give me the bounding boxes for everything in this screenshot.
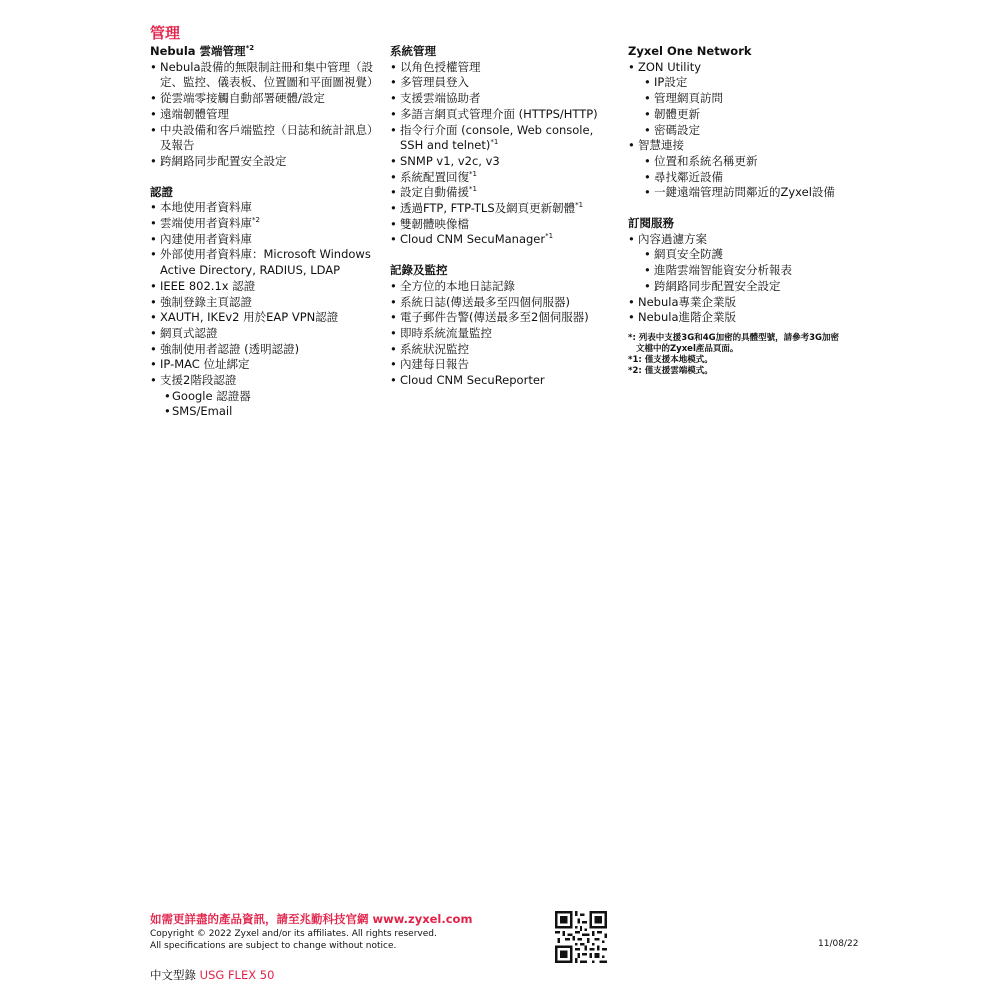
sub-list-item: • 跨網路同步配置安全設定 [628,279,858,295]
list-item: • 本地使用者資料庫 [150,200,375,216]
sub-bullet-list [628,154,858,201]
section-title: 系統管理 [390,44,436,58]
footnote: *2: 僅支援雲端模式。 [628,365,713,376]
list-item: • 雲端使用者資料庫$^{*2}$ [150,216,375,232]
copyright-line: All specifications are subject to change without notice. [150,941,397,951]
list-item: • ZON Utility • IP設定 • 管理網頁訪問 • 韌體更新 • 密碼設定 [628,60,858,139]
sub-list-item: • 一鍵遠端管理訪問鄰近的Zyxel設備 [628,185,858,201]
catalog-prefix: 中文型錄 [150,968,196,982]
section-title: 記錄及監控 [390,263,448,278]
bullet-list [390,60,615,248]
sub-list-item: • 管理網頁訪問 [628,91,858,107]
list-item: • 系統配置回復$^{*1}$ [390,170,615,186]
sub-bullet-list [150,389,375,420]
sub-list-item: • 進階雲端智能資安分析報表 [628,263,858,279]
sub-list-item: • 尋找鄰近設備 [628,170,858,186]
list-item: • 多語言網頁式管理介面 (HTTPS/HTTP) [390,107,615,123]
section-logging-monitoring [390,263,615,389]
list-item: • 從雲端零接觸自動部署硬體/設定 [150,91,375,107]
list-item: • 系統日誌(傳送最多至四個伺服器) [390,295,615,311]
sub-list-item: • IP設定 [628,75,858,91]
copyright-line: Copyright © 2022 Zyxel and/or its affiliates. All rights reserved. [150,929,437,939]
bullet-list [150,59,379,170]
list-item: • Nebula專業企業版 [628,295,858,311]
list-item: • 透過FTP, FTP-TLS及網頁更新韌體$^{*1}$ [390,201,615,217]
list-item: • 外部使用者資料庫：Microsoft Windows Active Directory, RADIUS, LDAP [150,247,375,278]
sub-list-item: • Google 認證器 [150,389,375,405]
list-item: • Nebula設備的無限制註冊和集中管理（設定、監控、儀表板、位置圖和平面圖視覺） [150,60,375,91]
sub-list-item: • 網頁安全防護 [628,247,858,263]
list-item: • 全方位的本地日誌記錄 [390,279,615,295]
sub-list-item: • 韌體更新 [628,107,858,123]
footnotes [628,333,858,377]
list-item: • 內容過濾方案 • 網頁安全防護 • 進階雲端智能資安分析報表 • 跨網路同步配置安全設定 [628,232,858,295]
section-title: Nebula 雲端管理$^{*2}$ [150,44,255,58]
list-item: • 支援雲端協助者 [390,91,615,107]
column-system [390,44,615,404]
list-item: • XAUTH, IKEv2 用於EAP VPN認證 [150,310,375,326]
list-item: • Nebula進階企業版 [628,310,858,326]
list-item: • 智慧連接 • 位置和系統名稱更新 • 尋找鄰近設備 • 一鍵遠端管理訪問鄰近的Zyxel設備 [628,138,858,201]
list-item: • 電子郵件告警(傳送最多至2個伺服器) [390,310,615,326]
list-item: • 網頁式認證 [150,326,375,342]
list-item: • 系統狀況監控 [390,342,615,358]
section-system-management [390,44,615,248]
column-network-subscription [628,44,858,377]
list-item: • 即時系統流量監控 [390,326,615,342]
list-item: • 遠端韌體管理 [150,107,375,123]
bullet-list [150,200,375,388]
list-item: • 跨網路同步配置安全設定 [150,154,375,170]
list-item: • 雙韌體映像檔 [390,217,615,233]
bullet-list [390,279,615,389]
section-zyxel-one-network [628,44,858,201]
list-item: • IEEE 802.1x 認證 [150,279,375,295]
section-nebula [150,44,379,170]
list-item: • 內建使用者資料庫 [150,232,375,248]
section-title: Zyxel One Network [628,44,752,58]
list-item: • 以角色授權管理 [390,60,615,76]
list-item: • 設定自動備援$^{*1}$ [390,185,615,201]
footnote: 文檔中的Zyxel產品頁面。 [636,343,739,354]
column-management [150,44,379,435]
list-item: • Cloud CNM SecuReporter [390,373,615,389]
bullet-list [628,232,858,326]
section-title: 認證 [150,184,173,199]
bullet-list [628,60,858,201]
sub-list-item: • 位置和系統名稱更新 [628,154,858,170]
sub-bullet-list [628,75,858,138]
footnote: *: 列表中支援3G和4G加密的具體型號，請參考3G加密 [628,332,839,343]
section-title: 訂閱服務 [628,216,674,231]
list-item: • 中央設備和客戶端監控（日誌和統計訊息）及報告 [150,123,375,154]
sub-list-item: • SMS/Email [150,404,375,420]
page-title: 管理 [150,24,181,42]
copyright [150,928,437,952]
model-name: USG FLEX 50 [199,968,275,982]
section-subscription [628,216,858,377]
list-item: • 強制登錄主頁認證 [150,295,375,311]
list-item: • 指令行介面 (console, Web console, SSH and telnet)$^{*1}$ [390,123,615,154]
list-item: • 多管理員登入 [390,75,615,91]
list-item: • 支援2階段認證 [150,373,375,389]
section-authentication [150,185,375,421]
catalog-label [150,967,274,983]
qr-code-icon [555,911,607,963]
list-item: • IP-MAC 位址綁定 [150,357,375,373]
list-item: • 內建每日報告 [390,357,615,373]
sub-list-item: • 密碼設定 [628,123,858,139]
website-link[interactable]: 如需更詳盡的產品資訊，請至兆勤科技官網 www.zyxel.com [150,912,473,926]
list-item: • Cloud CNM SecuManager$^{*1}$ [390,232,615,248]
footnote: *1: 僅支援本地模式。 [628,354,713,365]
list-item: • SNMP v1, v2c, v3 [390,154,615,170]
list-item: • 強制使用者認證 (透明認證) [150,342,375,358]
sub-bullet-list [628,247,858,294]
print-date: 11/08/22 [818,939,859,949]
